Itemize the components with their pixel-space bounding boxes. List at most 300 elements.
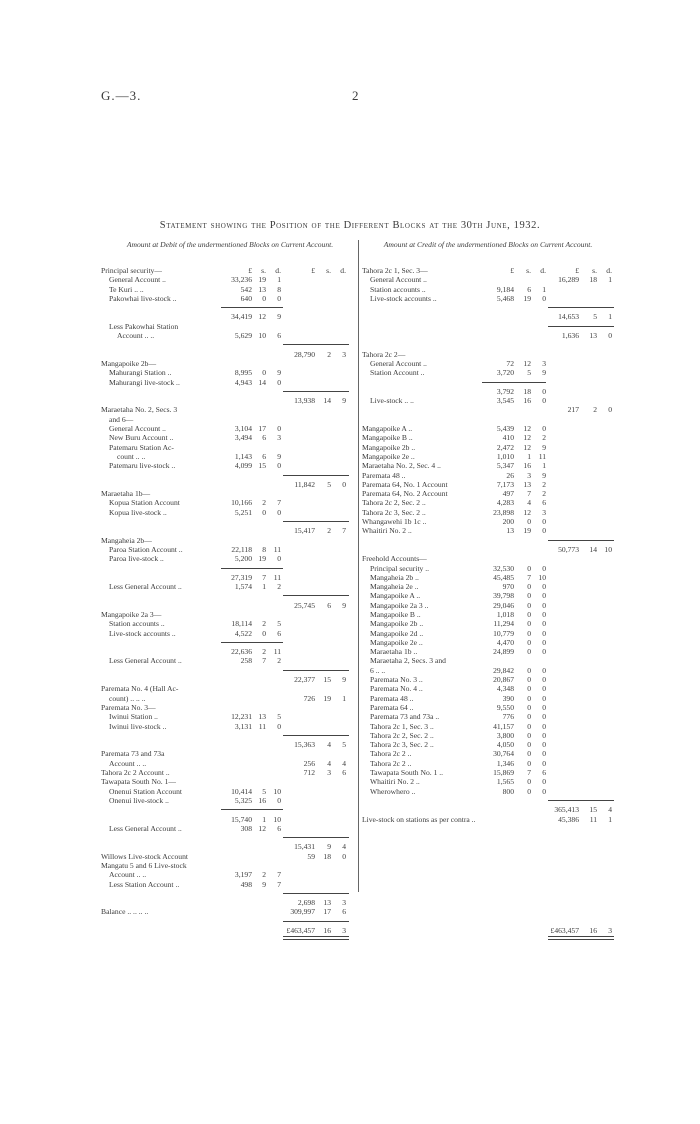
ledger-row <box>101 684 353 693</box>
sub-amount-cell: 0 <box>527 730 531 740</box>
ledger-row <box>362 564 614 573</box>
sub-amount-cell: 200 <box>502 517 514 527</box>
column-divider <box>358 240 359 892</box>
sub-amount-cell: 0 <box>542 424 546 434</box>
sub-amount-cell: 0 <box>542 721 546 731</box>
sub-amount-cell: 0 <box>527 786 531 796</box>
ledger-row <box>362 833 614 842</box>
debit-column <box>101 266 353 945</box>
row-label: Tawapata South No. 1— <box>101 777 176 787</box>
sub-amount-cell: 18 <box>523 386 531 396</box>
ledger-row <box>101 852 353 861</box>
ledger-row <box>101 619 353 628</box>
total-amount-cell: 9 <box>342 396 346 406</box>
total-amount-cell: d. <box>340 266 346 275</box>
ledger-row <box>101 480 353 489</box>
sub-amount-cell: 970 <box>502 582 514 592</box>
total-amount-cell: 0 <box>608 405 612 415</box>
ledger-row <box>101 433 353 442</box>
total-amount-cell: 3 <box>608 926 612 936</box>
sub-amount-cell: 1,018 <box>496 609 514 619</box>
total-amount-cell: s. <box>326 266 331 275</box>
sub-amount-cell: 41,157 <box>493 721 514 731</box>
row-label: Less General Account .. <box>109 656 182 666</box>
row-label: Maraetaha 1b .. <box>370 647 418 657</box>
sub-amount-cell: 0 <box>527 749 531 759</box>
sub-amount-cell: 19 <box>523 526 531 536</box>
row-label: Paremata 64, No. 2 Account <box>362 489 448 499</box>
sub-amount-cell: 1,565 <box>496 777 514 787</box>
sub-amount-cell: 0 <box>527 517 531 527</box>
sub-amount-cell: 0 <box>527 628 531 638</box>
ledger-row <box>362 740 614 749</box>
sub-amount-cell: 390 <box>502 693 514 703</box>
row-label: Mangapoike 2b .. <box>370 619 424 629</box>
total-amount-cell: 3 <box>327 768 331 778</box>
row-label: Station accounts .. <box>370 284 426 294</box>
ledger-row <box>362 359 614 368</box>
total-amount-cell: 45,386 <box>558 814 579 824</box>
ledger-row <box>362 917 614 926</box>
sub-amount-cell: 2 <box>262 498 266 508</box>
sub-amount-cell: 640 <box>240 293 252 303</box>
sub-amount-cell: 4,470 <box>496 637 514 647</box>
row-label: Tahora 2c 2 .. <box>370 758 412 768</box>
ledger-row <box>362 935 614 944</box>
sub-amount-cell: 5 <box>527 368 531 378</box>
sub-amount-cell: 3,720 <box>496 368 514 378</box>
sub-amount-cell: 6 <box>262 451 266 461</box>
row-label: Tahora 2c 2, Sec. 2 .. <box>370 730 434 740</box>
ledger-row <box>101 749 353 758</box>
sub-amount-cell: 0 <box>542 758 546 768</box>
sub-amount-cell: 26 <box>506 470 514 480</box>
ledger-row <box>101 266 353 275</box>
ledger-row <box>362 675 614 684</box>
sub-amount-cell: 5 <box>262 786 266 796</box>
ledger-row <box>101 601 353 610</box>
row-label: Mangapoike A .. <box>362 424 413 434</box>
sub-amount-cell: 0 <box>527 647 531 657</box>
ledger-row <box>101 564 353 573</box>
sub-amount-cell: 0 <box>542 749 546 759</box>
row-label: Mangapoike B .. <box>362 433 413 443</box>
sub-amount-cell: 0 <box>527 582 531 592</box>
sub-amount-cell: 1,143 <box>234 451 252 461</box>
sub-amount-cell: 0 <box>542 582 546 592</box>
sub-amount-cell: 5,439 <box>496 424 514 434</box>
sub-amount-cell: 10,779 <box>493 628 514 638</box>
ledger-row <box>101 926 353 935</box>
row-label: Mangapoike 2e .. <box>362 451 415 461</box>
ledger-row <box>362 666 614 675</box>
row-label: Whaitiri No. 2 .. <box>370 777 420 787</box>
ledger-row <box>101 508 353 517</box>
ledger-row <box>362 787 614 796</box>
sub-amount-cell: 0 <box>542 675 546 685</box>
sub-amount-cell: 0 <box>542 600 546 610</box>
row-label: Tahora 2c 1, Sec. 3— <box>362 266 428 275</box>
sub-amount-cell: 2 <box>542 433 546 443</box>
ledger-row <box>362 368 614 377</box>
sub-amount-cell: 6 <box>277 331 281 341</box>
ledger-row <box>362 424 614 433</box>
sub-amount-cell: 0 <box>527 619 531 629</box>
total-amount-cell: 13 <box>323 898 331 908</box>
ledger-row <box>101 703 353 712</box>
row-label: Live-stock on stations as per contra .. <box>362 814 476 824</box>
sub-amount-cell: 10,166 <box>231 498 252 508</box>
sub-amount-cell: 10 <box>538 572 546 582</box>
sub-amount-cell: 45,485 <box>493 572 514 582</box>
sub-amount-cell: 15,740 <box>231 814 252 824</box>
sub-amount-cell: 6 <box>277 628 281 638</box>
sub-amount-cell: 1,346 <box>496 758 514 768</box>
total-amount-cell: 16 <box>323 926 331 936</box>
sub-amount-cell: 5,251 <box>234 507 252 517</box>
sub-amount-cell: 9 <box>277 451 281 461</box>
ledger-row <box>101 907 353 916</box>
sub-amount-cell: 2 <box>262 870 266 880</box>
sub-amount-cell: 10 <box>273 786 281 796</box>
ledger-row <box>362 415 614 424</box>
row-label: Paremata 64, No. 1 Account <box>362 479 448 489</box>
row-label: Station Account .. <box>370 368 425 378</box>
ledger-row <box>101 935 353 944</box>
total-amount-cell: 9 <box>342 600 346 610</box>
total-rule <box>221 568 283 569</box>
ledger-row <box>101 833 353 842</box>
ledger-row <box>101 880 353 889</box>
sub-amount-cell: 19 <box>258 275 266 285</box>
row-label: and 6— <box>109 414 134 424</box>
ledger-row <box>362 303 614 312</box>
row-label: Mahurangi live-stock .. <box>109 377 180 387</box>
ledger-row <box>101 694 353 703</box>
sub-amount-cell: 9,184 <box>496 284 514 294</box>
row-label: Balance .. .. .. .. <box>101 907 149 917</box>
sub-amount-cell: 17 <box>258 424 266 434</box>
sub-amount-cell: 3,545 <box>496 396 514 406</box>
row-label: Paroa live-stock .. <box>109 554 164 564</box>
sub-amount-cell: 15 <box>258 461 266 471</box>
credit-column <box>362 266 614 945</box>
sub-amount-cell: 0 <box>542 396 546 406</box>
ledger-row <box>101 378 353 387</box>
credit-heading: Amount at Credit of the undermentioned Blocks on Current Account. <box>383 240 593 249</box>
sub-amount-cell: 7 <box>527 572 531 582</box>
sub-amount-cell: 2,472 <box>496 442 514 452</box>
sub-amount-cell: 9 <box>542 442 546 452</box>
total-amount-cell: £463,457 <box>550 926 579 936</box>
ledger-row <box>101 898 353 907</box>
total-amount-cell: 6 <box>327 600 331 610</box>
sub-amount-cell: 7 <box>262 572 266 582</box>
sub-amount-cell: 23,898 <box>493 507 514 517</box>
row-label: Paremata 73 and 73a <box>101 749 165 759</box>
sub-amount-cell: d. <box>540 266 546 275</box>
sub-amount-cell: 2 <box>542 479 546 489</box>
ledger-row <box>101 526 353 535</box>
ledger-row <box>362 461 614 470</box>
sub-amount-cell: 16 <box>523 461 531 471</box>
ledger-row <box>362 852 614 861</box>
ledger-row <box>362 861 614 870</box>
row-label: Live-stock accounts .. <box>109 628 176 638</box>
total-amount-cell: 0 <box>342 851 346 861</box>
total-amount-cell: 13 <box>589 331 597 341</box>
sub-amount-cell: 9 <box>542 470 546 480</box>
ledger-row <box>101 842 353 851</box>
ledger-row <box>362 443 614 452</box>
sub-amount-cell: 11 <box>258 721 266 731</box>
ledger-row <box>101 331 353 340</box>
double-total-rule <box>283 936 349 940</box>
sub-amount-cell: 0 <box>542 647 546 657</box>
row-label: Whangawehi 1b 1c .. <box>362 517 427 527</box>
row-label: Mangapoike 2b .. <box>362 442 416 452</box>
sub-amount-cell: 497 <box>502 489 514 499</box>
sub-amount-cell: 24,899 <box>493 647 514 657</box>
ledger-row <box>362 722 614 731</box>
sub-amount-cell: 18,114 <box>231 619 252 629</box>
row-label: Tahora 2c 3, Sec. 2 .. <box>370 740 434 750</box>
sub-amount-cell: 0 <box>542 591 546 601</box>
sub-amount-cell: 7 <box>527 768 531 778</box>
sub-amount-cell: 0 <box>542 563 546 573</box>
ledger-row <box>101 731 353 740</box>
total-amount-cell: 4 <box>342 758 346 768</box>
ledger-row <box>362 824 614 833</box>
total-amount-cell: 15,417 <box>294 526 315 536</box>
row-label: count) .. .. .. <box>109 693 146 703</box>
total-amount-cell: 19 <box>323 693 331 703</box>
sub-amount-cell: 0 <box>542 609 546 619</box>
total-amount-cell: 18 <box>323 851 331 861</box>
sub-amount-cell: 7 <box>277 498 281 508</box>
sub-amount-cell: 2 <box>277 582 281 592</box>
total-amount-cell: 9 <box>327 842 331 852</box>
sub-amount-cell: 0 <box>527 675 531 685</box>
sub-amount-cell: 0 <box>527 702 531 712</box>
sub-amount-cell: 0 <box>542 665 546 675</box>
sub-amount-cell: 14 <box>258 377 266 387</box>
ledger-row <box>101 322 353 331</box>
sub-amount-cell: 3,131 <box>234 721 252 731</box>
sub-amount-cell: 72 <box>506 358 514 368</box>
total-rule <box>283 391 349 392</box>
ledger-row <box>101 489 353 498</box>
total-amount-cell: 9 <box>342 675 346 685</box>
ledger-row <box>362 378 614 387</box>
total-rule <box>548 540 614 541</box>
row-label: Freehold Accounts— <box>362 554 427 564</box>
sub-amount-cell: 7,173 <box>496 479 514 489</box>
ledger-row <box>362 387 614 396</box>
ledger-row <box>362 582 614 591</box>
sub-amount-cell: 0 <box>542 730 546 740</box>
row-label: Tahora 2c 2 Account .. <box>101 768 170 778</box>
sub-amount-cell: 5 <box>277 619 281 629</box>
sub-amount-cell: 27,319 <box>231 572 252 582</box>
sub-amount-cell: 0 <box>277 554 281 564</box>
debit-heading: Amount at Debit of the undermentioned Blocks on Current Account. <box>126 240 334 249</box>
sub-amount-cell: 6 <box>542 498 546 508</box>
total-amount-cell: 18 <box>589 275 597 285</box>
ledger-row <box>362 275 614 284</box>
sub-amount-cell: 2 <box>262 647 266 657</box>
total-amount-cell: 28,790 <box>294 349 315 359</box>
sub-amount-cell: 10 <box>273 814 281 824</box>
sub-amount-cell: 5,200 <box>234 554 252 564</box>
sub-amount-cell: 5 <box>277 712 281 722</box>
sub-amount-cell: 5,468 <box>496 293 514 303</box>
row-label: Principal security— <box>101 266 162 275</box>
sub-amount-cell: s. <box>261 266 266 275</box>
sub-amount-cell: 13 <box>506 526 514 536</box>
ledger-row <box>101 777 353 786</box>
ledger-row <box>101 424 353 433</box>
ledger-row <box>362 573 614 582</box>
ledger-row <box>362 880 614 889</box>
ledger-row <box>362 926 614 935</box>
ledger-row <box>101 917 353 926</box>
total-rule <box>548 326 614 327</box>
sub-amount-cell: 0 <box>527 600 531 610</box>
total-rule <box>283 475 349 476</box>
ledger-row <box>362 508 614 517</box>
sub-amount-cell: 2 <box>542 489 546 499</box>
sub-amount-cell: 0 <box>542 740 546 750</box>
ledger-row <box>101 368 353 377</box>
ledger-row <box>101 340 353 349</box>
ledger-row <box>362 647 614 656</box>
row-label: New Buru Account .. <box>109 433 174 443</box>
ledger-row <box>362 749 614 758</box>
sub-amount-cell: 0 <box>527 712 531 722</box>
row-label: Onenui Station Account <box>109 786 182 796</box>
total-amount-cell: 1 <box>608 312 612 322</box>
row-label: Tahora 2c 1, Sec. 3 .. <box>370 721 434 731</box>
total-rule <box>221 809 283 810</box>
row-label: Pakowhai live-stock .. <box>109 293 177 303</box>
sub-amount-cell: 11 <box>273 647 281 657</box>
double-total-rule <box>548 936 614 940</box>
ledger-row <box>101 787 353 796</box>
ledger-row <box>101 768 353 777</box>
ledger-row <box>101 675 353 684</box>
sub-amount-cell: 5,325 <box>234 795 252 805</box>
total-rule <box>283 344 349 345</box>
ledger-row <box>101 666 353 675</box>
sub-amount-cell: 0 <box>527 740 531 750</box>
total-rule <box>283 735 349 736</box>
ledger-row <box>362 554 614 563</box>
row-label: Live-stock .. .. <box>370 396 414 406</box>
row-label: Live-stock accounts .. <box>370 293 437 303</box>
ledger-row <box>101 471 353 480</box>
total-amount-cell: 3 <box>342 926 346 936</box>
ledger-row <box>101 387 353 396</box>
sub-amount-cell: 0 <box>527 721 531 731</box>
sub-amount-cell: 34,419 <box>231 312 252 322</box>
row-label: Mahurangi Station .. <box>109 368 172 378</box>
sub-amount-cell: 0 <box>527 777 531 787</box>
sub-amount-cell: 9 <box>277 312 281 322</box>
total-amount-cell: 3 <box>342 898 346 908</box>
total-amount-cell: £ <box>311 266 315 275</box>
sub-amount-cell: 12 <box>258 312 266 322</box>
sub-amount-cell: 0 <box>542 293 546 303</box>
row-label: Less General Account .. <box>109 582 182 592</box>
total-amount-cell: 217 <box>567 405 579 415</box>
ledger-row <box>101 638 353 647</box>
row-label: Kopua Station Account <box>109 498 180 508</box>
sub-amount-cell: s. <box>526 266 531 275</box>
ledger-row <box>101 815 353 824</box>
ledger-row <box>362 294 614 303</box>
sub-amount-cell: 16 <box>523 396 531 406</box>
sub-amount-cell: 0 <box>527 637 531 647</box>
sub-amount-cell: 4,348 <box>496 684 514 694</box>
total-amount-cell: 712 <box>303 768 315 778</box>
sub-amount-cell: 0 <box>277 377 281 387</box>
row-label: General Account .. <box>109 275 166 285</box>
sub-amount-cell: 4,099 <box>234 461 252 471</box>
total-amount-cell: 5 <box>593 312 597 322</box>
sub-amount-cell: 19 <box>523 293 531 303</box>
sub-amount-cell: 3 <box>277 433 281 443</box>
sub-amount-cell: 1 <box>262 814 266 824</box>
sub-amount-cell: 800 <box>502 786 514 796</box>
sub-amount-cell: 13 <box>258 284 266 294</box>
sub-amount-cell: £ <box>248 266 252 275</box>
ledger-row <box>362 898 614 907</box>
ledger-row <box>101 498 353 507</box>
row-label: Less Station Account .. <box>109 879 180 889</box>
total-amount-cell: 15 <box>589 805 597 815</box>
ledger-row <box>101 656 353 665</box>
sub-amount-cell: 39,798 <box>493 591 514 601</box>
row-label: Willows Live-stock Account <box>101 851 189 861</box>
sub-amount-cell: d. <box>275 266 281 275</box>
ledger-row <box>362 805 614 814</box>
row-label: Mangapoike 2e .. <box>370 637 423 647</box>
row-label: Station accounts .. <box>109 619 165 629</box>
total-amount-cell: 309,997 <box>290 907 315 917</box>
ledger-row <box>101 303 353 312</box>
ledger-row <box>101 461 353 470</box>
total-amount-cell: 10 <box>604 544 612 554</box>
sub-amount-cell: 0 <box>277 507 281 517</box>
ledger-row <box>362 601 614 610</box>
sub-amount-cell: 0 <box>277 293 281 303</box>
sub-amount-cell: 12 <box>258 823 266 833</box>
total-amount-cell: 4 <box>342 842 346 852</box>
row-label: Less Pakowhai Station <box>109 321 179 331</box>
ledger-row <box>362 433 614 442</box>
sub-amount-cell: 32,530 <box>493 563 514 573</box>
sub-amount-cell: 3,800 <box>496 730 514 740</box>
row-label: Paremata No. 3 .. <box>370 675 423 685</box>
total-rule <box>283 893 349 894</box>
row-label: Kopua live-stock .. <box>109 507 167 517</box>
sub-amount-cell: 0 <box>542 386 546 396</box>
sub-amount-cell: 0 <box>262 293 266 303</box>
sub-amount-cell: 3,197 <box>234 870 252 880</box>
sub-amount-cell: 20,867 <box>493 675 514 685</box>
ledger-row <box>362 703 614 712</box>
